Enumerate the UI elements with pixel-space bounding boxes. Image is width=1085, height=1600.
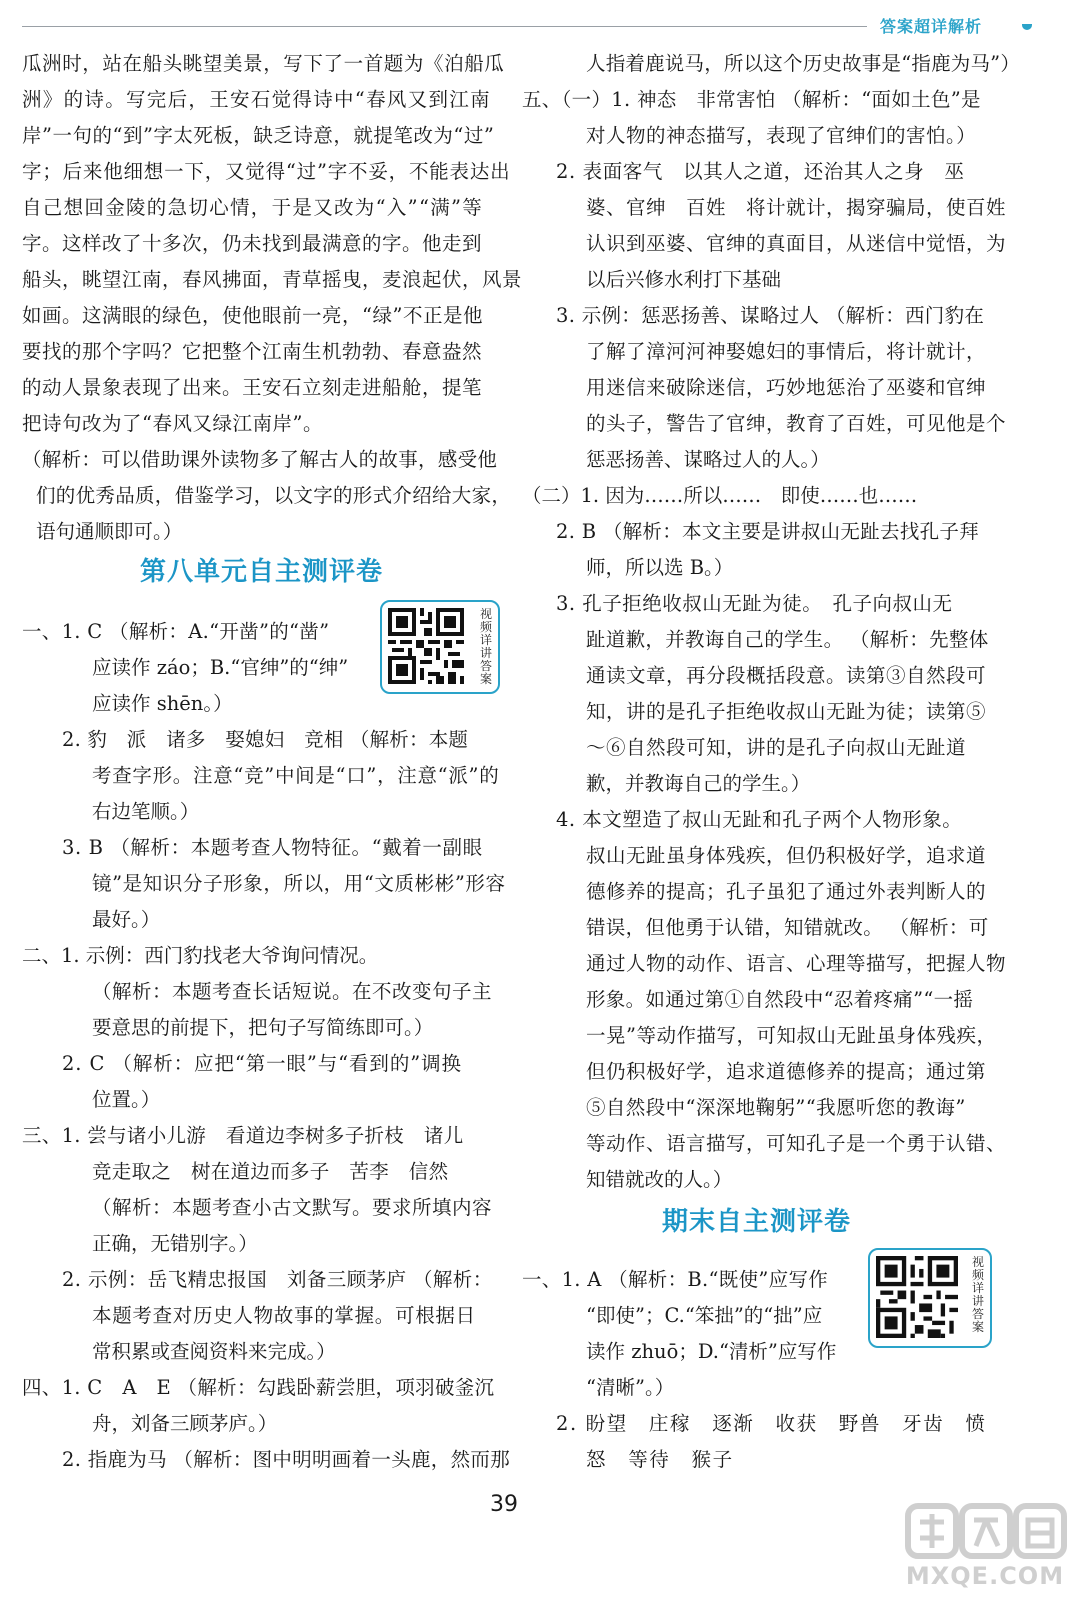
section-heading-unit8: 第八单元自主测评卷 xyxy=(140,557,384,587)
text-line: 婆、官绅 百姓 将计就计，揭穿骗局，使百姓 xyxy=(586,196,1007,219)
text-line: 3. 孔子拒绝收叔山无趾为徒。 孔子向叔山无 xyxy=(556,592,953,615)
header-label: 答案超详解析 xyxy=(880,17,983,36)
text-line: 舟，刘备三顾茅庐。） xyxy=(92,1412,278,1435)
text-line: 师，所以选 B。） xyxy=(586,556,734,579)
text-line: 要意思的前提下，把句子写简练即可。） xyxy=(92,1016,434,1039)
text-line: 等动作、语言描写，可知孔子是一个勇于认错、 xyxy=(586,1132,1007,1155)
text-line: （解析：可以借助课外读物多了解古人的故事，感受他 xyxy=(22,448,498,471)
text-line: 读作 zhuō；D.“清析”应写作 xyxy=(586,1340,837,1363)
text-line: 如画。这满眼的绿色，使他眼前一亮，“绿”不正是他 xyxy=(22,304,483,327)
qr-pattern-icon xyxy=(388,608,464,684)
text-line: 三、1. 尝与诸小儿游 看道边李树多子折枝 诸儿 xyxy=(22,1124,464,1147)
text-line: 2. 表面客气 以其人之道，还治其人之身 巫 xyxy=(556,160,965,183)
text-line: 一晃”等动作描写，可知叔山无趾虽身体残疾， xyxy=(586,1024,997,1047)
text-line: 通读文章，再分段概括段意。读第③自然段可 xyxy=(586,664,987,687)
text-line: 认识到巫婆、官绅的真面目，从迷信中觉悟，为 xyxy=(586,232,1007,255)
text-line: 的头子，警告了官绅，教育了百姓，可见他是个 xyxy=(586,412,1007,435)
text-line: （解析：本题考查小古文默写。要求所填内容 xyxy=(92,1196,493,1219)
text-line: 字；后来他细想一下，又觉得“过”字不妥，不能表达出 xyxy=(22,160,511,183)
text-line: 语句通顺即可。） xyxy=(36,520,183,543)
text-line: 字。这样改了十多次，仍未找到最满意的字。他走到 xyxy=(22,232,483,255)
text-line: 2. C （解析：应把“第一眼”与“看到的”调换 xyxy=(62,1052,462,1075)
text-line: 2. 示例：岳飞精忠报国 刘备三顾茅庐 （解析： xyxy=(62,1268,493,1291)
watermark xyxy=(900,1500,1070,1595)
text-line: 知错就改的人。） xyxy=(586,1168,733,1191)
text-line: 应读作 záo；B.“官绅”的“绅” xyxy=(92,656,349,679)
text-line: 右边笔顺。） xyxy=(92,800,200,823)
text-line: 2. 豹 派 诸多 娶媳妇 竞相 （解析：本题 xyxy=(62,728,469,751)
text-line: 歉，并教诲自己的学生。） xyxy=(586,772,811,795)
text-line: 德修养的提高；孔子虽犯了通过外表判断人的 xyxy=(586,880,987,903)
text-line: 二、1. 示例：西门豹找老大爷询问情况。 xyxy=(22,944,379,967)
text-line: 2. 指鹿为马 （解析：图中明明画着一头鹿，然而那 xyxy=(62,1448,511,1471)
page-number: 39 xyxy=(490,1492,518,1517)
header-rule xyxy=(22,26,867,27)
text-line: 用迷信来破除迷信，巧妙地惩治了巫婆和官绅 xyxy=(586,376,987,399)
qr-code[interactable] xyxy=(380,600,500,694)
text-line: “清晰”。） xyxy=(586,1376,675,1399)
text-line: 应读作 shēn。） xyxy=(92,692,233,715)
text-line: 最好。） xyxy=(92,908,161,931)
text-line: 3. 示例：惩恶扬善、谋略过人 （解析：西门豹在 xyxy=(556,304,985,327)
text-line: 洲》的诗。写完后，王安石觉得诗中“春风又到江南 xyxy=(22,88,491,111)
watermark-logo-icon xyxy=(900,1500,1070,1565)
text-line: 知，讲的是孔子拒绝收叔山无趾为徒；读第⑤ xyxy=(586,700,987,723)
text-line: 叔山无趾虽身体残疾，但仍积极好学，追求道 xyxy=(586,844,987,867)
text-line: 正确，无错别字。） xyxy=(92,1232,258,1255)
text-line: 本题考查对历史人物故事的掌握。可根据日 xyxy=(92,1304,476,1327)
text-line: 船头，眺望江南，春风拂面，青草摇曳，麦浪起伏，风景 xyxy=(22,268,523,291)
text-line: 怒 等待 猴子 xyxy=(586,1448,734,1471)
header-mark-icon xyxy=(1022,24,1032,30)
text-line: 五、（一）1. 神态 非常害怕 （解析：“面如土色”是 xyxy=(522,88,981,111)
text-line: 错误，但他勇于认错，知错就改。 （解析：可 xyxy=(586,916,989,939)
text-line: 趾道歉，并教诲自己的学生。 （解析：先整体 xyxy=(586,628,989,651)
text-line: 四、1. C A E （解析：勾践卧薪尝胆，项羽破釜沉 xyxy=(22,1376,495,1399)
text-line: 4. 本文塑造了叔山无趾和孔子两个人物形象。 xyxy=(556,808,963,831)
qr-side-text: 视频详讲答案 xyxy=(971,1255,984,1334)
text-line: 一、1. C （解析：A.“开凿”的“凿” xyxy=(22,620,330,643)
text-line: 2. 盼望 庄稼 逐渐 收获 野兽 牙齿 愤 xyxy=(556,1412,987,1435)
qr-side-text: 视频详讲答案 xyxy=(479,607,492,686)
text-line: 把诗句改为了“春风又绿江南岸”。 xyxy=(22,412,323,435)
text-line: 惩恶扬善、谋略过人的人。） xyxy=(586,448,830,471)
text-line: 镜”是知识分子形象，所以，用“文质彬彬”形容 xyxy=(92,872,506,895)
text-line: 以后兴修水利打下基础 xyxy=(586,268,782,291)
text-line: （二）1. 因为……所以…… 即使……也…… xyxy=(522,484,918,507)
text-line: 常积累或查阅资料来完成。） xyxy=(92,1340,336,1363)
text-line: 位置。） xyxy=(92,1088,161,1111)
text-line: 对人物的神态描写，表现了官绅们的害怕。） xyxy=(586,124,977,147)
text-line: 形象。如通过第①自然段中“忍着疼痛”“一摇 xyxy=(586,988,974,1011)
text-line: ⑤自然段中“深深地鞠躬”“我愿听您的教诲” xyxy=(586,1096,966,1119)
text-line: 一、1. A （解析：B.“既使”应写作 xyxy=(522,1268,829,1291)
qr-pattern-icon xyxy=(876,1256,958,1338)
text-line: 自己想回金陵的急切心情，于是又改为“入”“满”等 xyxy=(22,196,484,219)
text-line: ～⑥自然段可知，讲的是孔子向叔山无趾道 xyxy=(586,736,967,759)
qr-code[interactable] xyxy=(868,1248,992,1348)
text-line: 但仍积极好学，追求道德修养的提高；通过第 xyxy=(586,1060,987,1083)
text-line: 瓜洲时，站在船头眺望美景，写下了一首题为《泊船瓜 xyxy=(22,52,505,75)
text-line: 的动人景象表现了出来。王安石立刻走进船舱，提笔 xyxy=(22,376,483,399)
text-line: 要找的那个字吗？它把整个江南生机勃勃、春意盎然 xyxy=(22,340,483,363)
section-heading-final: 期末自主测评卷 xyxy=(662,1207,852,1237)
text-line: 了解了漳河河神娶媳妇的事情后，将计就计， xyxy=(586,340,987,363)
text-line: 竞走取之 树在道边而多子 苦李 信然 xyxy=(92,1160,449,1183)
text-line: 通过人物的动作、语言、心理等描写，把握人物 xyxy=(586,952,1007,975)
text-line: （解析：本题考查长话短说。在不改变句子主 xyxy=(92,980,493,1003)
text-line: 岸”一句的“到”字太死板，缺乏诗意，就提笔改为“过” xyxy=(22,124,495,147)
text-line: 3. B （解析：本题考查人物特征。“戴着一副眼 xyxy=(62,836,483,859)
text-line: 2. B （解析：本文主要是讲叔山无趾去找孔子拜 xyxy=(556,520,980,543)
watermark-text: MXQE.COM xyxy=(905,1562,1065,1590)
text-line: 人指着鹿说马，所以这个历史故事是“指鹿为马”） xyxy=(586,52,1021,75)
text-line: 考查字形。注意“竞”中间是“口”，注意“派”的 xyxy=(92,764,500,787)
text-line: “即使”；C.“笨拙”的“拙”应 xyxy=(586,1304,823,1327)
text-line: 们的优秀品质，借鉴学习，以文字的形式介绍给大家， xyxy=(36,484,512,507)
